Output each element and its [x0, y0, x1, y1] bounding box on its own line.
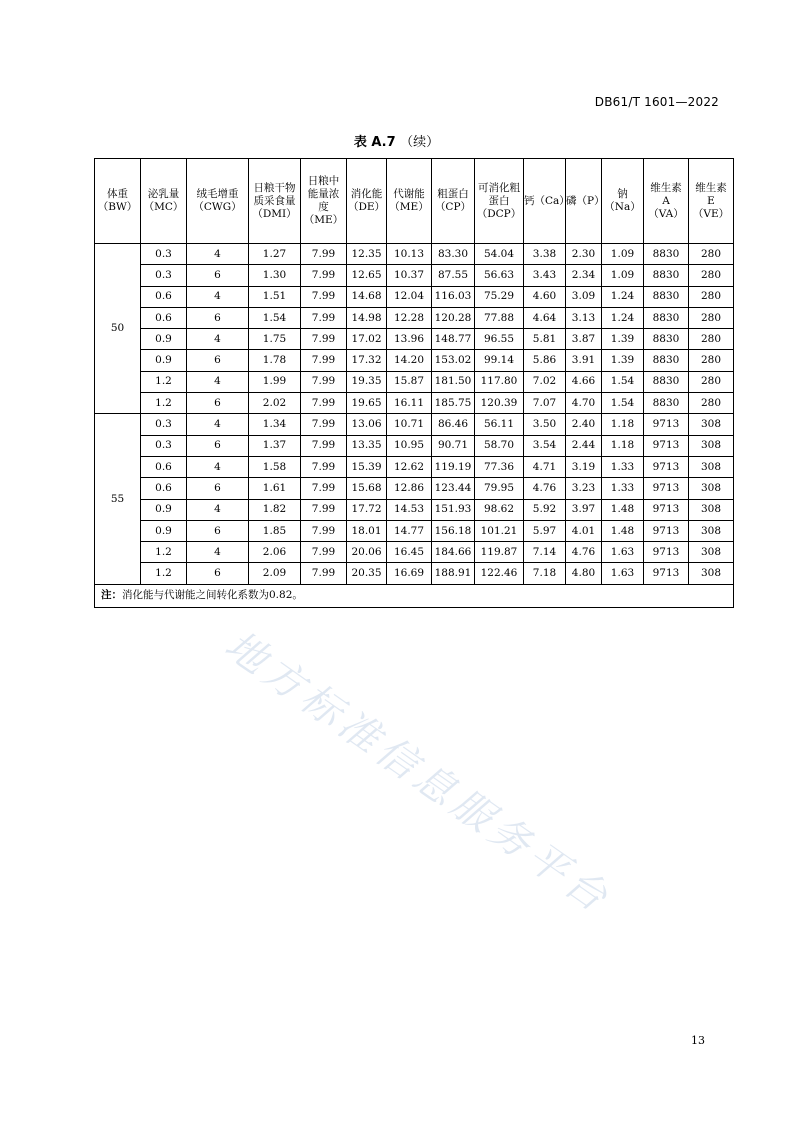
column-header-line: （ME）	[389, 201, 429, 213]
table-cell: 1.33	[602, 478, 644, 499]
table-cell: 5.86	[524, 350, 566, 371]
table-cell: 0.9	[141, 329, 187, 350]
table-cell: 3.43	[524, 265, 566, 286]
table-cell: 8830	[644, 329, 689, 350]
column-header	[524, 159, 570, 244]
table-cell: 9713	[644, 414, 689, 435]
table-cell: 7.99	[301, 393, 347, 414]
table-cell: 7.99	[301, 520, 347, 541]
table-cell: 8830	[644, 265, 689, 286]
table-cell: 308	[689, 456, 734, 477]
column-header-line: （CP）	[434, 201, 472, 213]
table-cell: 8830	[644, 286, 689, 307]
column-header-line: 维生素	[695, 181, 727, 194]
table-cell: 1.2	[141, 371, 187, 392]
table-cell: 4	[187, 329, 249, 350]
table-row	[95, 307, 734, 328]
table-cell: 1.34	[249, 414, 301, 435]
table-cell: 19.65	[347, 393, 387, 414]
table-cell: 10.71	[387, 414, 432, 435]
table-cell: 122.46	[475, 563, 524, 584]
table-cell: 20.35	[347, 563, 387, 584]
table-cell: 14.77	[387, 520, 432, 541]
table-cell: 17.72	[347, 499, 387, 520]
column-header-line: （ME）	[303, 214, 344, 226]
table-cell: 117.80	[475, 371, 524, 392]
column-header	[187, 159, 249, 244]
table-cell: 2.09	[249, 563, 301, 584]
table-cell: 308	[689, 499, 734, 520]
table-cell: 5.92	[524, 499, 566, 520]
table-cell: 1.48	[602, 499, 644, 520]
table-row	[95, 499, 734, 520]
table-cell: 4	[187, 371, 249, 392]
watermark: 地方标准信息服务平台	[216, 622, 620, 924]
table-cell: 4	[187, 244, 249, 265]
table-cell: 12.86	[387, 478, 432, 499]
table-cell: 1.09	[602, 244, 644, 265]
column-header-line: 可消化粗	[478, 181, 520, 194]
column-header-line: 泌乳量	[147, 188, 180, 200]
table-cell: 12.04	[387, 286, 432, 307]
table-cell: 101.21	[475, 520, 524, 541]
column-header	[432, 159, 475, 244]
table-cell: 8830	[644, 307, 689, 328]
table-row	[95, 542, 734, 563]
table-row	[95, 393, 734, 414]
table-cell: 4.66	[566, 371, 602, 392]
table-cell: 4.70	[566, 393, 602, 414]
table-cell: 8830	[644, 244, 689, 265]
table-cell: 8830	[644, 371, 689, 392]
table-cell: 12.28	[387, 307, 432, 328]
table-cell: 0.3	[141, 265, 187, 286]
table-cell: 280	[689, 371, 734, 392]
table-cell: 54.04	[475, 244, 524, 265]
table-cell: 19.35	[347, 371, 387, 392]
table-cell: 188.91	[432, 563, 475, 584]
table-cell: 90.71	[432, 435, 475, 456]
table-cell: 3.91	[566, 350, 602, 371]
column-header	[689, 159, 734, 244]
table-cell: 119.87	[475, 542, 524, 563]
page-number: 13	[691, 1034, 705, 1047]
table-cell: 7.07	[524, 393, 566, 414]
table-cell: 0.9	[141, 520, 187, 541]
table-cell: 4	[187, 286, 249, 307]
table-cell: 1.2	[141, 563, 187, 584]
table-cell: 0.6	[141, 307, 187, 328]
table-cell: 2.44	[566, 435, 602, 456]
column-header-line: 体重	[107, 188, 128, 200]
table-cell: 6	[187, 520, 249, 541]
table-cell: 308	[689, 478, 734, 499]
table-cell: 308	[689, 542, 734, 563]
table-cell: 6	[187, 478, 249, 499]
column-header-line: （MC）	[143, 201, 184, 213]
table-cell: 14.98	[347, 307, 387, 328]
table-cell: 1.30	[249, 265, 301, 286]
table-row	[95, 350, 734, 371]
table-cell: 7.99	[301, 286, 347, 307]
table-cell: 151.93	[432, 499, 475, 520]
table-cell: 7.02	[524, 371, 566, 392]
table-cell: 280	[689, 329, 734, 350]
table-note	[95, 584, 734, 607]
table-cell: 15.87	[387, 371, 432, 392]
table-cell: 280	[689, 307, 734, 328]
column-header	[95, 159, 141, 244]
table-cell: 9713	[644, 499, 689, 520]
column-header	[475, 159, 524, 244]
table-cell: 6	[187, 307, 249, 328]
table-cell: 12.62	[387, 456, 432, 477]
column-header-line: 日粮中	[307, 175, 340, 187]
table-cell: 0.6	[141, 286, 187, 307]
table-cell: 148.77	[432, 329, 475, 350]
table-cell: 2.40	[566, 414, 602, 435]
column-header	[644, 159, 689, 244]
table-cell: 17.32	[347, 350, 387, 371]
table-row	[95, 520, 734, 541]
table-cell: 10.37	[387, 265, 432, 286]
table-cell: 4.80	[566, 563, 602, 584]
table-cell: 14.53	[387, 499, 432, 520]
table-cell: 3.09	[566, 286, 602, 307]
table-cell: 1.18	[602, 435, 644, 456]
table-cell: 1.85	[249, 520, 301, 541]
column-header-line: （DMI）	[252, 207, 297, 220]
table-cell: 86.46	[432, 414, 475, 435]
table-cell: 5.81	[524, 329, 566, 350]
table-cell: 3.13	[566, 307, 602, 328]
table-cell: 99.14	[475, 350, 524, 371]
table-cell: 1.54	[249, 307, 301, 328]
table-cell: 4.71	[524, 456, 566, 477]
body-weight-cell: 50	[95, 244, 141, 414]
table-cell: 308	[689, 414, 734, 435]
table-cell: 4.01	[566, 520, 602, 541]
table-cell: 280	[689, 350, 734, 371]
column-header-line: （DCP）	[476, 207, 522, 220]
table-row	[95, 286, 734, 307]
table-cell: 0.3	[141, 435, 187, 456]
table-cell: 56.11	[475, 414, 524, 435]
table-title	[0, 131, 793, 150]
table-cell: 4	[187, 499, 249, 520]
table-cell: 116.03	[432, 286, 475, 307]
table-cell: 9713	[644, 563, 689, 584]
table-cell: 1.33	[602, 456, 644, 477]
table-cell: 3.19	[566, 456, 602, 477]
table-row	[95, 478, 734, 499]
table-cell: 83.30	[432, 244, 475, 265]
table-cell: 1.2	[141, 542, 187, 563]
column-header	[347, 159, 387, 244]
column-header-line: （BW）	[97, 201, 138, 213]
table-cell: 4	[187, 456, 249, 477]
table-cell: 1.82	[249, 499, 301, 520]
table-cell: 1.99	[249, 371, 301, 392]
table-cell: 9713	[644, 456, 689, 477]
table-cell: 7.99	[301, 350, 347, 371]
table-cell: 75.29	[475, 286, 524, 307]
column-header-line: 钙（Ca）	[524, 194, 570, 207]
table-cell: 9713	[644, 542, 689, 563]
column-header	[301, 159, 347, 244]
column-header-line: （VE）	[692, 207, 730, 220]
table-cell: 7.99	[301, 329, 347, 350]
table-cell: 1.27	[249, 244, 301, 265]
table-cell: 6	[187, 563, 249, 584]
table-cell: 3.50	[524, 414, 566, 435]
table-cell: 280	[689, 286, 734, 307]
table-cell: 1.24	[602, 307, 644, 328]
table-cell: 2.30	[566, 244, 602, 265]
table-cell: 308	[689, 520, 734, 541]
table-header-row	[95, 159, 734, 244]
table-cell: 119.19	[432, 456, 475, 477]
table-cell: 0.3	[141, 244, 187, 265]
table-cell: 96.55	[475, 329, 524, 350]
table-cell: 6	[187, 435, 249, 456]
table-title-continued: （续）	[400, 135, 440, 150]
table-title-label: 表 A.7	[353, 135, 396, 150]
column-header	[141, 159, 187, 244]
table-row	[95, 414, 734, 435]
table-cell: 13.35	[347, 435, 387, 456]
table-cell: 4.64	[524, 307, 566, 328]
table-cell: 4	[187, 542, 249, 563]
column-header-line: （DE）	[347, 201, 386, 213]
note-text: 消化能与代谢能之间转化系数为0.82。	[122, 589, 303, 602]
table-cell: 98.62	[475, 499, 524, 520]
table-cell: 10.95	[387, 435, 432, 456]
table-cell: 1.48	[602, 520, 644, 541]
table-cell: 185.75	[432, 393, 475, 414]
table-cell: 1.78	[249, 350, 301, 371]
note-row	[95, 584, 734, 607]
table-cell: 7.99	[301, 435, 347, 456]
table-cell: 156.18	[432, 520, 475, 541]
table-cell: 15.39	[347, 456, 387, 477]
table-cell: 4.60	[524, 286, 566, 307]
table-cell: 123.44	[432, 478, 475, 499]
column-header-line: （VA）	[648, 207, 684, 220]
column-header	[566, 159, 605, 244]
column-header-line: E	[707, 194, 715, 207]
table-cell: 184.66	[432, 542, 475, 563]
table-cell: 58.70	[475, 435, 524, 456]
table-cell: 3.38	[524, 244, 566, 265]
column-header-line: 日粮干物	[253, 181, 296, 194]
table-cell: 20.06	[347, 542, 387, 563]
table-cell: 77.36	[475, 456, 524, 477]
table-cell: 1.75	[249, 329, 301, 350]
table-cell: 1.63	[602, 563, 644, 584]
table-cell: 15.68	[347, 478, 387, 499]
table-cell: 4.76	[566, 542, 602, 563]
table-cell: 9713	[644, 435, 689, 456]
table-cell: 0.3	[141, 414, 187, 435]
column-header	[387, 159, 432, 244]
table-cell: 1.63	[602, 542, 644, 563]
table-body	[95, 244, 734, 608]
standard-code: DB61/T 1601—2022	[594, 95, 719, 109]
table-cell: 280	[689, 393, 734, 414]
table-cell: 0.9	[141, 350, 187, 371]
table-cell: 153.02	[432, 350, 475, 371]
body-weight-cell: 55	[95, 414, 141, 584]
table-cell: 14.20	[387, 350, 432, 371]
table-cell: 1.18	[602, 414, 644, 435]
table-cell: 308	[689, 563, 734, 584]
table-cell: 1.58	[249, 456, 301, 477]
table-cell: 3.23	[566, 478, 602, 499]
column-header-line: 质采食量	[253, 194, 296, 207]
table-cell: 13.06	[347, 414, 387, 435]
table-row	[95, 563, 734, 584]
table-cell: 7.99	[301, 456, 347, 477]
table-row	[95, 244, 734, 265]
table-cell: 9713	[644, 478, 689, 499]
table-cell: 14.68	[347, 286, 387, 307]
table-cell: 1.54	[602, 393, 644, 414]
table-row	[95, 435, 734, 456]
table-cell: 16.45	[387, 542, 432, 563]
table-cell: 8830	[644, 393, 689, 414]
nutrition-requirements-table	[94, 158, 734, 608]
table-cell: 7.99	[301, 414, 347, 435]
note-label: 注：	[101, 589, 122, 602]
table-cell: 7.99	[301, 371, 347, 392]
table-cell: 9713	[644, 520, 689, 541]
column-header-line: 能量浓	[307, 188, 340, 200]
table-cell: 1.54	[602, 371, 644, 392]
table-cell: 2.34	[566, 265, 602, 286]
table-row	[95, 265, 734, 286]
table-cell: 79.95	[475, 478, 524, 499]
table-cell: 120.28	[432, 307, 475, 328]
table-cell: 0.6	[141, 478, 187, 499]
table-cell: 4	[187, 414, 249, 435]
table-cell: 1.2	[141, 393, 187, 414]
table-cell: 7.99	[301, 499, 347, 520]
table-cell: 3.54	[524, 435, 566, 456]
table-cell: 18.01	[347, 520, 387, 541]
table-cell: 16.11	[387, 393, 432, 414]
table-cell: 181.50	[432, 371, 475, 392]
table-cell: 7.99	[301, 478, 347, 499]
table-cell: 2.06	[249, 542, 301, 563]
table-cell: 12.65	[347, 265, 387, 286]
table-cell: 308	[689, 435, 734, 456]
table-cell: 7.99	[301, 563, 347, 584]
table-cell: 12.35	[347, 244, 387, 265]
table-cell: 1.39	[602, 350, 644, 371]
table-cell: 16.69	[387, 563, 432, 584]
column-header-line: 蛋白	[488, 194, 510, 207]
table-cell: 56.63	[475, 265, 524, 286]
column-header-line: 绒毛增重	[196, 188, 239, 200]
table-cell: 7.99	[301, 244, 347, 265]
table-cell: 13.96	[387, 329, 432, 350]
table-cell: 1.39	[602, 329, 644, 350]
table-cell: 6	[187, 393, 249, 414]
column-header-line: 钠（Na）	[604, 188, 641, 213]
table-cell: 7.18	[524, 563, 566, 584]
table-row	[95, 456, 734, 477]
table-cell: 3.97	[566, 499, 602, 520]
table-cell: 120.39	[475, 393, 524, 414]
table-cell: 7.99	[301, 265, 347, 286]
table-cell: 1.51	[249, 286, 301, 307]
table-cell: 6	[187, 265, 249, 286]
table-row	[95, 371, 734, 392]
table-cell: 4.76	[524, 478, 566, 499]
column-header-line: 消化能	[350, 188, 383, 200]
column-header-line: 磷（P）	[566, 194, 605, 207]
table-cell: 10.13	[387, 244, 432, 265]
table-cell: 0.9	[141, 499, 187, 520]
table-cell: 8830	[644, 350, 689, 371]
column-header-line: 度	[318, 201, 329, 213]
table-cell: 6	[187, 350, 249, 371]
table-cell: 5.97	[524, 520, 566, 541]
table-cell: 280	[689, 265, 734, 286]
table-cell: 2.02	[249, 393, 301, 414]
table-cell: 77.88	[475, 307, 524, 328]
column-header	[602, 159, 644, 244]
table-cell: 7.99	[301, 307, 347, 328]
table-row	[95, 329, 734, 350]
column-header-line: 维生素	[650, 181, 682, 194]
table-cell: 1.24	[602, 286, 644, 307]
column-header-line: A	[662, 194, 670, 207]
table-cell: 0.6	[141, 456, 187, 477]
table-cell: 3.87	[566, 329, 602, 350]
column-header-line: 粗蛋白	[437, 188, 469, 200]
table-cell: 17.02	[347, 329, 387, 350]
table-cell: 1.09	[602, 265, 644, 286]
table-cell: 87.55	[432, 265, 475, 286]
column-header-line: 代谢能	[393, 188, 425, 200]
table-cell: 7.14	[524, 542, 566, 563]
column-header-line: （CWG）	[193, 201, 242, 213]
table-cell: 1.37	[249, 435, 301, 456]
table-cell: 7.99	[301, 542, 347, 563]
table-cell: 280	[689, 244, 734, 265]
table-cell: 1.61	[249, 478, 301, 499]
column-header	[249, 159, 301, 244]
